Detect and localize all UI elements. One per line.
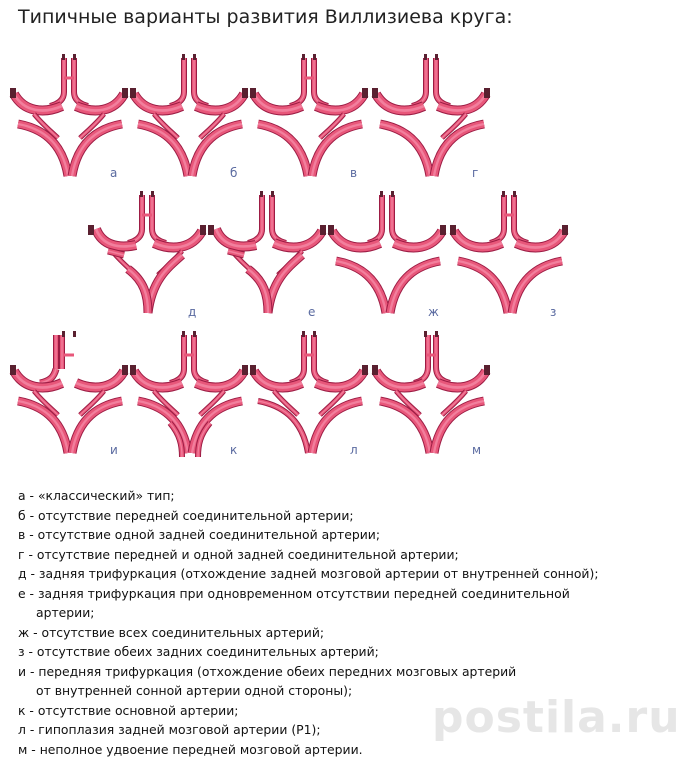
ica-cap-right <box>242 365 248 375</box>
circle-of-willis-diagram <box>450 185 570 335</box>
circle-of-willis-diagram <box>250 325 370 475</box>
pca-left <box>380 401 430 453</box>
aca-cap-right <box>271 191 274 197</box>
circle-of-willis-diagram <box>208 185 328 335</box>
diagram-label: б <box>230 166 238 180</box>
aca-cap-right <box>193 331 196 337</box>
legend-item: и - передняя трифуркация (отхождение обеих передних мозговых артерий <box>18 663 517 679</box>
legend-item: л - гипоплазия задней мозговой артерии (P1); <box>18 722 321 737</box>
diagram-svg <box>130 48 250 183</box>
circle-of-willis-diagram <box>130 325 250 475</box>
ica-cap-right <box>122 88 128 98</box>
circle-of-willis-diagram <box>10 48 130 198</box>
legend-item: б - отсутствие передней соединительной артерии; <box>18 507 354 523</box>
circle-of-willis-diagram <box>88 185 208 335</box>
legend-item: д - задняя трифуркация (отхождение задней мозговой артерии от внутренней сонной); <box>18 566 599 581</box>
aca-cap-right <box>73 331 76 337</box>
aca-cap-right <box>435 54 438 60</box>
pca-left <box>138 124 188 176</box>
legend-item: к - отсутствие основной артерии; <box>18 702 239 718</box>
pca-left <box>336 261 386 313</box>
circle-of-willis-diagram <box>250 48 370 198</box>
diagram-label: в <box>350 166 358 180</box>
ica-cap-left <box>372 365 378 375</box>
ica-cap-right <box>484 365 490 375</box>
diagram-svg <box>88 185 208 320</box>
diagram-svg <box>372 325 492 460</box>
legend-item: з - отсутствие обеих задних соединительных артерий; <box>18 644 379 659</box>
watermark: postila.ru <box>432 692 681 743</box>
aca-cap-right <box>193 54 196 60</box>
legend-item: е - задняя трифуркация при одновременном отсутствии передней соединительной <box>18 585 570 601</box>
diagram-label: и <box>110 443 118 457</box>
pca-left <box>18 124 68 176</box>
ica-cap-left <box>130 365 136 375</box>
aca-cap-left <box>260 191 263 197</box>
ica-cap-right <box>320 225 326 235</box>
aca-cap-left <box>182 331 185 337</box>
legend-item: от внутренней сонной артерии одной стороны); <box>36 683 353 698</box>
aca-cap-right <box>391 191 394 197</box>
pca-left <box>18 401 68 453</box>
pca-left <box>258 401 308 453</box>
ica-cap-left <box>10 365 16 375</box>
ica-cap-right <box>200 225 206 235</box>
aca-cap-right <box>313 54 316 60</box>
ica-cap-right <box>122 365 128 375</box>
ica-cap-right <box>242 88 248 98</box>
diagram-label: г <box>472 166 479 180</box>
pca-left <box>458 261 508 313</box>
ica-cap-left <box>10 88 16 98</box>
legend-item: м - неполное удвоение передней мозговой артерии. <box>18 741 363 757</box>
diagram-svg <box>10 325 130 460</box>
circle-of-willis-diagram <box>130 48 250 198</box>
circle-of-willis-diagram <box>372 48 492 198</box>
diagram-label: к <box>230 443 238 457</box>
legend-item: г - отсутствие передней и одной задней соединительной артерии; <box>18 546 459 562</box>
diagram-label: л <box>350 443 358 457</box>
circle-of-willis-diagram <box>328 185 448 335</box>
diagram-label: м <box>472 443 482 457</box>
diagram-svg <box>450 185 570 320</box>
diagram-svg <box>250 325 370 460</box>
legend-item: в - отсутствие одной задней соединительной артерии; <box>18 527 381 542</box>
diagram-label: е <box>308 305 316 319</box>
aca-cap-left <box>302 54 305 60</box>
aca-cap-right <box>435 331 438 337</box>
aca-cap-left <box>424 54 427 60</box>
diagram-svg <box>10 48 130 183</box>
ica-cap-left <box>130 88 136 98</box>
circle-of-willis-diagram <box>10 325 130 475</box>
aca-cap-left <box>140 191 143 197</box>
ica-cap-left <box>208 225 214 235</box>
diagram-label: ж <box>428 305 439 319</box>
ica-cap-left <box>450 225 456 235</box>
pca-left <box>380 124 430 176</box>
diagram-svg <box>328 185 448 320</box>
ica-cap-left <box>372 88 378 98</box>
diagram-svg <box>372 48 492 183</box>
diagram-svg <box>250 48 370 183</box>
aca-cap-left <box>62 331 65 337</box>
aca-cap-right <box>151 191 154 197</box>
diagram-svg <box>208 185 328 320</box>
aca-cap-left <box>380 191 383 197</box>
diagram-label: д <box>188 305 197 319</box>
aca-cap-right <box>513 191 516 197</box>
ica-cap-left <box>250 365 256 375</box>
aca-cap-left <box>502 191 505 197</box>
ica-cap-left <box>250 88 256 98</box>
legend-item: ж - отсутствие всех соединительных артерий; <box>18 624 325 640</box>
ica-cap-right <box>562 225 568 235</box>
aca-cap-right <box>313 331 316 337</box>
ica-cap-left <box>328 225 334 235</box>
ica-cap-left <box>88 225 94 235</box>
ica-cap-right <box>440 225 446 235</box>
pca-left <box>258 124 308 176</box>
diagram-label: з <box>550 305 557 319</box>
ica-cap-right <box>362 365 368 375</box>
ica-cap-right <box>484 88 490 98</box>
diagram-svg <box>130 325 250 460</box>
aca-cap-left <box>62 54 65 60</box>
aca-cap-left <box>302 331 305 337</box>
diagram-label: а <box>110 166 118 180</box>
aca-cap-left <box>182 54 185 60</box>
aca-cap-left <box>424 331 427 337</box>
circle-of-willis-diagram <box>372 325 492 475</box>
legend-item: артерии; <box>36 605 95 620</box>
ica-cap-right <box>362 88 368 98</box>
page-title: Типичные варианты развития Виллизиева круга: <box>18 6 513 28</box>
aca-cap-right <box>73 54 76 60</box>
legend-item: а - «классический» тип; <box>18 488 175 503</box>
